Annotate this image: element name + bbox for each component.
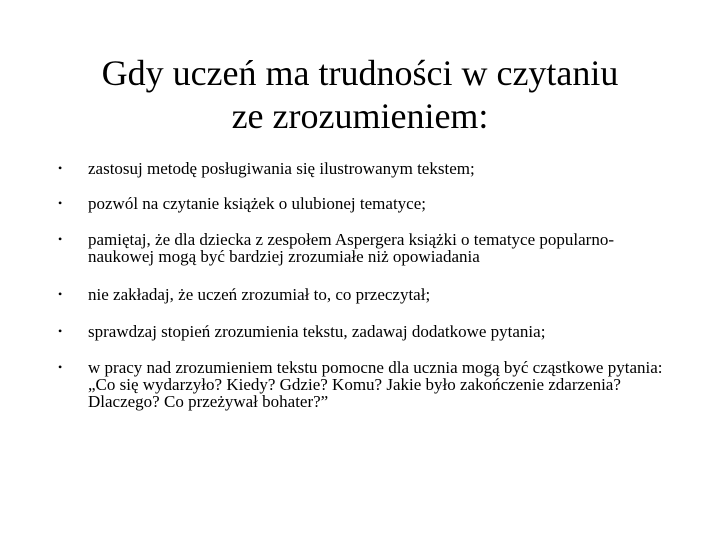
bullet-item [56,231,676,265]
bullet-dot-icon: • [58,360,63,374]
bullet-text: pamiętaj, że dla dziecka z zespołem Aspergera książki o tematyce popularno-naukowej mogą być bardziej zrozumiałe niż opowiadania [88,230,614,266]
bullet-item [56,195,676,212]
bullet-text: nie zakładaj, że uczeń zrozumiał to, co przeczytał; [88,285,431,304]
bullet-dot-icon: • [58,161,63,175]
bullet-list [56,160,676,410]
bullet-item [56,323,676,340]
bullet-dot-icon: • [58,232,63,246]
bullet-text: w pracy nad zrozumieniem tekstu pomocne dla ucznia mogą być cząstkowe pytania: „Co się wydarzyło? Kiedy? Gdzie? Komu? Jakie było zakończenie zdarzenia? Dlaczego? Co przeżywał bohater?” [88,358,663,411]
slide-title-line-1: Gdy uczeń ma trudności w czytaniu [101,53,619,93]
slide-title-line-2: ze zrozumieniem: [231,96,489,136]
bullet-dot-icon: • [58,287,63,301]
bullet-dot-icon: • [58,324,63,338]
bullet-text: pozwól na czytanie książek o ulubionej tematyce; [88,194,426,213]
slide-title [0,52,720,138]
bullet-text: sprawdzaj stopień zrozumienia tekstu, zadawaj dodatkowe pytania; [88,322,546,341]
bullet-item [56,160,676,177]
bullet-text: zastosuj metodę posługiwania się ilustrowanym tekstem; [88,159,475,178]
bullet-item [56,359,676,410]
bullet-dot-icon: • [58,196,63,210]
bullet-item [56,286,676,303]
